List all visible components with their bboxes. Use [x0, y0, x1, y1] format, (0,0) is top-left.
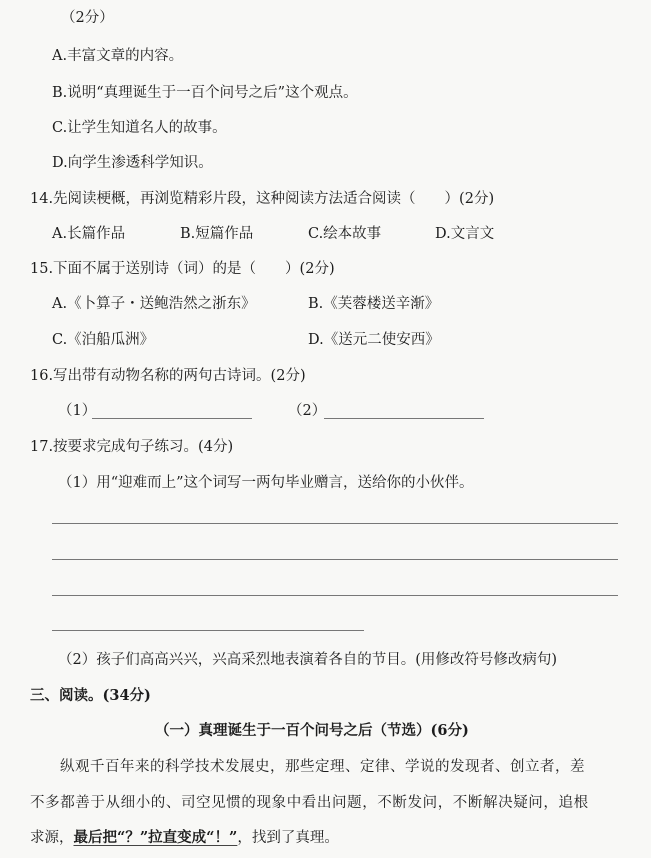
section-3-heading: 三、阅读。(34分)	[30, 687, 151, 704]
q15-option-d: D.《送元二使安西》	[308, 332, 440, 348]
q14-option-b: B.短篇作品	[180, 226, 254, 242]
passage-line-1: 纵观千百年来的科学技术发展史，那些定理、定律、学说的发现者、创立者，差	[60, 759, 585, 775]
q13-option-c: C.让学生知道名人的故事。	[52, 120, 227, 136]
q13-option-a: A.丰富文章的内容。	[52, 48, 184, 64]
q17-stem: 17.按要求完成句子练习。(4分)	[30, 439, 234, 455]
q17-sub1: （1）用“迎难而上”这个词写一两句毕业赠言，送给你的小伙伴。	[58, 475, 474, 491]
q16-blank-2-label: （2）	[288, 403, 327, 419]
q17-answer-line-4[interactable]	[52, 630, 364, 631]
q17-answer-line-1[interactable]	[52, 523, 618, 524]
q16-stem: 16.写出带有动物名称的两句古诗词。(2分)	[30, 368, 306, 384]
q14-stem: 14.先阅读梗概，再浏览精彩片段，这种阅读方法适合阅读（ ）(2分)	[30, 191, 495, 207]
q15-stem: 15.下面不属于送别诗（词）的是（ ）(2分)	[30, 261, 335, 277]
q15-option-c: C.《泊船瓜洲》	[52, 332, 155, 348]
q14-option-c: C.绘本故事	[308, 226, 382, 242]
q17-answer-line-2[interactable]	[52, 559, 618, 560]
passage-underlined-phrase: 最后把“？”拉直变成“！”	[73, 829, 238, 846]
q13-option-d: D.向学生渗透科学知识。	[52, 155, 213, 171]
q13-points: （2分）	[61, 10, 114, 26]
passage-line-3-end: ，找到了真理。	[237, 830, 339, 846]
q16-answer-line-1[interactable]	[92, 418, 252, 419]
q16-answer-line-2[interactable]	[324, 418, 484, 419]
q14-option-a: A.长篇作品	[52, 226, 126, 242]
q15-option-a: A.《卜算子・送鲍浩然之浙东》	[52, 296, 256, 312]
q15-option-b: B.《芙蓉楼送辛渐》	[308, 296, 440, 312]
q14-option-d: D.文言文	[435, 226, 495, 242]
q17-answer-line-3[interactable]	[52, 595, 618, 596]
q17-sub2: （2）孩子们高高兴兴，兴高采烈地表演着各自的节目。(用修改符号修改病句)	[58, 652, 558, 668]
q13-option-b: B.说明“真理诞生于一百个问号之后”这个观点。	[52, 85, 358, 101]
passage-line-3-start: 求源，	[30, 830, 74, 846]
passage-title: （一）真理诞生于一百个问号之后（节选）(6分)	[155, 722, 469, 739]
passage-line-3	[30, 828, 339, 848]
q16-blank-1-label: （1）	[58, 403, 97, 419]
passage-line-2: 不多都善于从细小的、司空见惯的现象中看出问题，不断发问，不断解决疑问，追根	[30, 795, 589, 811]
